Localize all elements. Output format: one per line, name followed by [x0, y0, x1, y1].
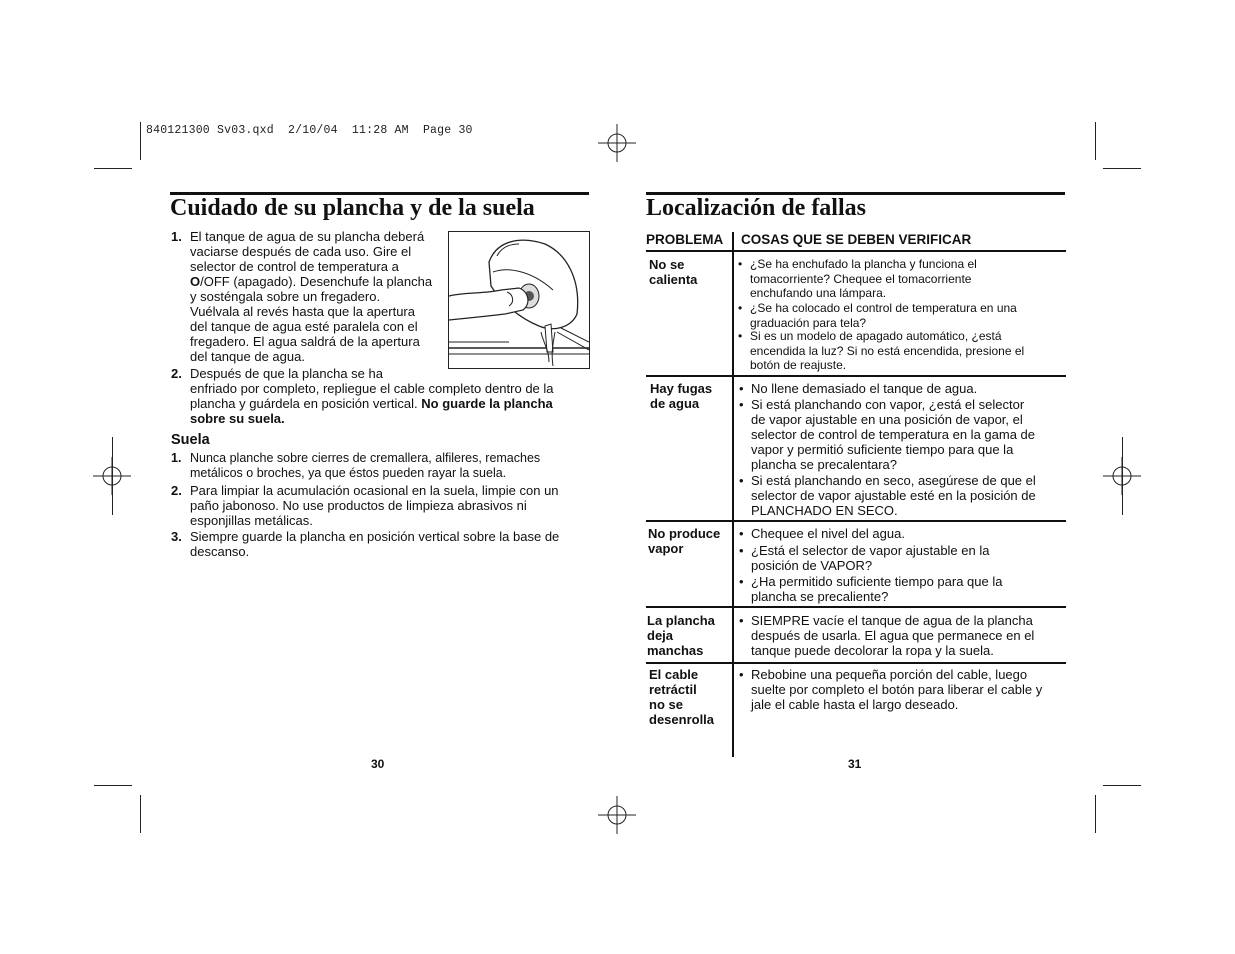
bullet-icon: • [739, 574, 744, 589]
text-line: retráctil [649, 682, 697, 697]
table-row-divider [646, 520, 1066, 522]
text-line: El cable [649, 667, 699, 682]
text-line: Después de que la plancha se ha [190, 366, 383, 381]
item-number: 1. [171, 451, 182, 465]
text-line: ¿Está el selector de vapor ajustable en la [751, 543, 990, 558]
text-line: graduación para tela? [750, 315, 867, 330]
crop-mark [1103, 168, 1141, 169]
crop-mark [140, 795, 141, 833]
problem-cell [647, 613, 715, 658]
check-item [739, 574, 1064, 604]
bullet-icon: • [739, 543, 744, 558]
text-line: No llene demasiado el tanque de agua. [751, 381, 978, 396]
text-line: plancha se precalentara? [751, 457, 897, 472]
file-slug: 840121300 Sv03.qxd 2/10/04 11:28 AM Page 30 [146, 124, 473, 137]
text-line: después de usarla. El agua que permanece en el [751, 628, 1035, 643]
text-line: La plancha [647, 613, 715, 628]
text-line: calienta [649, 272, 698, 287]
bullet-icon: • [738, 301, 743, 315]
bullet-icon: • [738, 329, 743, 343]
text-line: Si es un modelo de apagado automático, ¿está [750, 329, 1002, 343]
text-line: Para limpiar la acumulación ocasional en la suela, limpie con un [190, 483, 559, 498]
text-line: fregadero. El agua saldrá de la apertura [190, 334, 420, 349]
check-item [739, 397, 1064, 472]
text-line: vaciarse después de cada uso. Gire el [190, 244, 412, 259]
bold-text: sobre su suela. [190, 411, 285, 426]
text-line: vapor y permitió suficiente tiempo para que la [751, 442, 1014, 457]
text-line: desenrolla [649, 712, 715, 727]
text-line: Siempre guarde la plancha en posición vertical sobre la base de [190, 529, 560, 544]
text-line: enchufando una lámpara. [750, 286, 887, 300]
bold-text: No guarde la plancha [421, 396, 553, 411]
text-line: vapor [648, 541, 684, 556]
table-row-divider [646, 250, 1066, 252]
text-line: Chequee el nivel del agua. [751, 526, 905, 541]
text-line [190, 396, 590, 411]
registration-mark-icon [598, 124, 636, 162]
suela-item-3 [171, 529, 586, 559]
item-number: 2. [171, 366, 182, 381]
crop-mark [1122, 437, 1123, 515]
page-title: Cuidado de su plancha y de la suela [170, 195, 535, 221]
table-row-divider [646, 375, 1066, 377]
crop-mark [140, 122, 141, 160]
text-line: selector de control de temperatura en la gama de [751, 427, 1036, 442]
text-line: no se [649, 697, 683, 712]
text-line: ¿Se ha colocado el control de temperatura en una [750, 301, 1017, 315]
bullet-icon: • [738, 257, 743, 271]
text-line: Hay fugas [650, 381, 713, 396]
text-line: manchas [647, 643, 704, 658]
crop-mark [1103, 785, 1141, 786]
problem-cell [649, 257, 697, 287]
problem-cell [650, 381, 712, 411]
text-line: tanque puede decolorar la ropa y la suela. [751, 643, 994, 658]
crop-mark [112, 437, 113, 515]
page-title: Localización de fallas [646, 195, 866, 221]
problem-cell [649, 667, 714, 727]
page-number: 31 [848, 757, 862, 771]
text-line: El tanque de agua de su plancha deberá [190, 229, 425, 244]
column-header-checks: COSAS QUE SE DEBEN VERIFICAR [741, 232, 972, 247]
text-line: enfriado por completo, repliegue el cable completo dentro de la [190, 381, 554, 396]
text-line: ¿Se ha enchufado la plancha y funciona el [750, 257, 977, 271]
page-number: 30 [371, 757, 385, 771]
bullet-icon: • [739, 526, 744, 541]
text-line: posición de VAPOR? [751, 558, 873, 573]
text-line: Si está planchando en seco, asegúrese de que el [751, 473, 1036, 488]
text-line: SIEMPRE vacíe el tanque de agua de la plancha [751, 613, 1033, 628]
registration-mark-icon [598, 796, 636, 834]
crop-mark [94, 785, 132, 786]
text-line: jale el cable hasta el largo deseado. [751, 697, 959, 712]
crop-mark [1095, 122, 1096, 160]
text-line: del tanque de agua. [190, 349, 305, 364]
text-line: plancha se precaliente? [751, 589, 889, 604]
text-line: del tanque de agua esté paralela con el [190, 319, 418, 334]
column-header-problem: PROBLEMA [646, 232, 724, 247]
bullet-icon: • [739, 397, 744, 412]
text-line: Nunca planche sobre cierres de cremallera, alfileres, remaches [190, 451, 541, 465]
text-line [190, 274, 445, 289]
text-line: Si está planchando con vapor, ¿está el selector [751, 397, 1025, 412]
table-row-divider [646, 662, 1066, 664]
bold-text: O [190, 274, 201, 289]
text-line: de vapor ajustable en una posición de vapor, el [751, 412, 1023, 427]
check-item [738, 301, 1063, 330]
text-line: tomacorriente? Chequee el tomacorriente [750, 271, 972, 286]
text-line: deja [647, 628, 674, 643]
section-subheading: Suela [171, 432, 210, 448]
crop-mark [94, 168, 132, 169]
bullet-icon: • [739, 381, 744, 396]
text-line: selector de control de temperatura a [190, 259, 399, 274]
check-item [739, 667, 1064, 712]
text-line: paño jabonoso. No use productos de limpieza abrasivos ni [190, 498, 527, 513]
bullet-icon: • [739, 473, 744, 488]
item-number: 2. [171, 483, 182, 498]
text-line: PLANCHADO EN SECO. [751, 503, 898, 518]
text-line: esponjillas metálicas. [190, 513, 313, 528]
text-line: No produce [648, 526, 721, 541]
bullet-icon: • [739, 667, 744, 682]
text-line: y sosténgala sobre un fregadero. [190, 289, 381, 304]
text-line: botón de reajuste. [750, 358, 847, 372]
check-item [738, 329, 1063, 373]
text-line: Vuélvala al revés hasta que la apertura [190, 304, 415, 319]
check-item [739, 473, 1064, 518]
text-line: suelte por completo el botón para liberar el cable y [751, 682, 1043, 697]
check-item [739, 526, 1064, 542]
bullet-icon: • [739, 613, 744, 628]
check-item [739, 543, 1064, 573]
text-line: metálicos o broches, ya que éstos pueden rayar la suela. [190, 466, 507, 480]
text-line: de agua [650, 396, 700, 411]
iron-illustration [448, 231, 590, 369]
item-number: 1. [171, 229, 182, 244]
instruction-2 [171, 366, 586, 428]
text-line: encendida la luz? Si no está encendida, presione el [750, 343, 1025, 358]
problem-cell [648, 526, 720, 556]
suela-item-1 [171, 451, 586, 481]
text-line: descanso. [190, 544, 250, 559]
table-column-divider [732, 232, 734, 757]
item-number: 3. [171, 529, 182, 544]
check-item [739, 381, 1064, 397]
check-item [739, 613, 1064, 658]
suela-item-2 [171, 483, 586, 528]
text-line [190, 411, 590, 426]
text-span: plancha y guárdela en posición vertical. [190, 396, 422, 411]
text-span: /OFF (apagado). Desenchufe la plancha [200, 274, 433, 289]
check-item [738, 257, 1063, 301]
instruction-1 [171, 229, 441, 364]
text-line: Rebobine una pequeña porción del cable, luego [751, 667, 1028, 682]
crop-mark [1095, 795, 1096, 833]
text-line: selector de vapor ajustable esté en la posición de [751, 488, 1036, 503]
text-line: No se [649, 257, 685, 272]
table-row-divider [646, 606, 1066, 608]
text-line: ¿Ha permitido suficiente tiempo para que la [751, 574, 1003, 589]
